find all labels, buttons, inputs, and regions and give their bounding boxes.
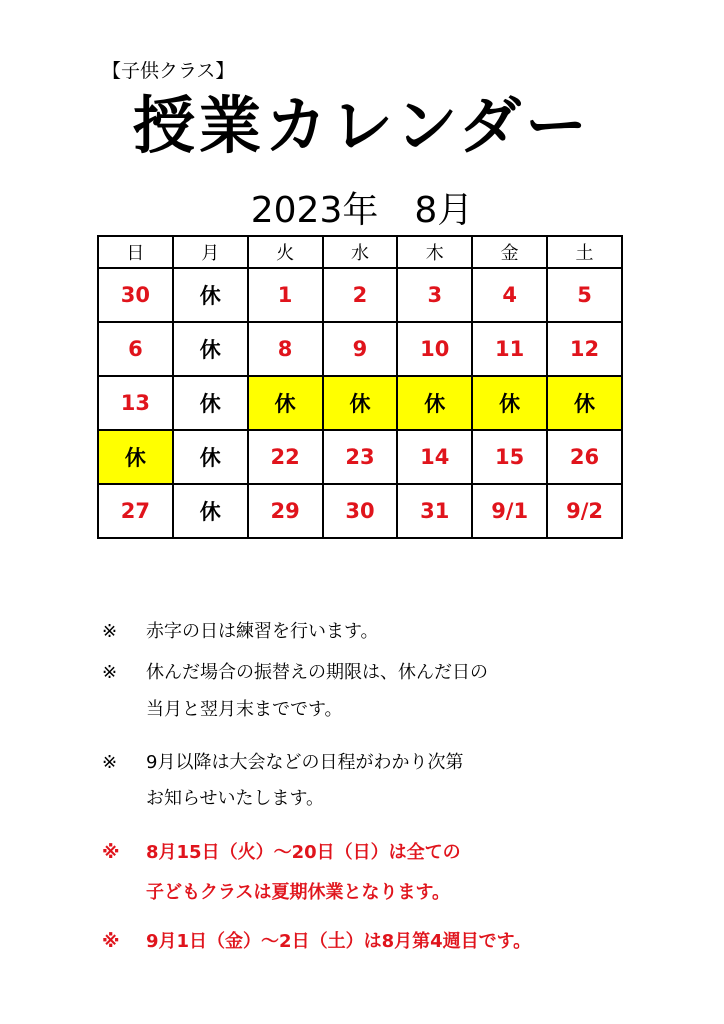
calendar-day-cell: 30 [323, 484, 398, 538]
calendar-day-cell: 3 [397, 268, 472, 322]
calendar-day-cell: 23 [323, 430, 398, 484]
calendar-day-cell: 31 [397, 484, 472, 538]
calendar-month: 2023年 8月 [250, 190, 474, 231]
weekday-sun: 日 [98, 236, 173, 268]
note-text: お知らせいたします。 [146, 788, 325, 809]
calendar-day-cell: 12 [547, 322, 622, 376]
calendar-day-cell: 10 [397, 322, 472, 376]
note-text: 休んだ場合の振替えの期限は、休んだ日の [146, 662, 488, 683]
note-text: 9月以降は大会などの日程がわかり次第 [146, 752, 464, 773]
calendar-week-row [98, 430, 622, 484]
weekday-tue: 火 [248, 236, 323, 268]
calendar-closed-cell: 休 [173, 430, 248, 484]
calendar-week-row [98, 268, 622, 322]
calendar-day-cell: 30 [98, 268, 173, 322]
note-mark: ※ [102, 752, 118, 773]
calendar-week-row [98, 484, 622, 538]
calendar-day-cell: 13 [98, 376, 173, 430]
weekday-fri: 金 [472, 236, 547, 268]
calendar-closed-cell: 休 [248, 376, 323, 430]
calendar-day-cell: 9 [323, 322, 398, 376]
calendar-closed-cell: 休 [323, 376, 398, 430]
page-title: 授業カレンダー [133, 89, 591, 162]
calendar-table [97, 235, 623, 539]
calendar-day-cell: 8 [248, 322, 323, 376]
calendar-body [98, 268, 622, 538]
calendar-day-cell: 11 [472, 322, 547, 376]
note-text: 子どもクラスは夏期休業となります。 [146, 882, 451, 903]
note-text: 9月1日（金）～2日（土）は8月第4週目です。 [146, 931, 532, 952]
calendar-closed-cell: 休 [547, 376, 622, 430]
page-subtitle: 【子供クラス】 [102, 60, 235, 82]
calendar-day-cell: 4 [472, 268, 547, 322]
calendar-day-cell: 2 [323, 268, 398, 322]
calendar-day-cell: 14 [397, 430, 472, 484]
weekday-wed: 水 [323, 236, 398, 268]
calendar-closed-cell: 休 [397, 376, 472, 430]
calendar-closed-cell: 休 [98, 430, 173, 484]
note-mark: ※ [102, 621, 118, 642]
note-text: 当月と翌月末までです。 [146, 699, 343, 720]
weekday-thu: 木 [397, 236, 472, 268]
calendar-day-cell: 26 [547, 430, 622, 484]
weekday-header-row [98, 236, 622, 268]
calendar-day-cell: 9/2 [547, 484, 622, 538]
note-mark: ※ [102, 662, 118, 683]
note-mark: ※ [102, 931, 120, 952]
calendar-closed-cell: 休 [173, 376, 248, 430]
note-mark: ※ [102, 842, 120, 863]
calendar-day-cell: 5 [547, 268, 622, 322]
calendar-day-cell: 22 [248, 430, 323, 484]
calendar-closed-cell: 休 [472, 376, 547, 430]
calendar-day-cell: 15 [472, 430, 547, 484]
calendar-day-cell: 27 [98, 484, 173, 538]
weekday-sat: 土 [547, 236, 622, 268]
calendar-closed-cell: 休 [173, 484, 248, 538]
weekday-mon: 月 [173, 236, 248, 268]
calendar-day-cell: 29 [248, 484, 323, 538]
calendar-day-cell: 1 [248, 268, 323, 322]
note-text: 8月15日（火）～20日（日）は全ての [146, 842, 461, 863]
calendar-closed-cell: 休 [173, 322, 248, 376]
calendar-day-cell: 6 [98, 322, 173, 376]
calendar-closed-cell: 休 [173, 268, 248, 322]
calendar-day-cell: 9/1 [472, 484, 547, 538]
calendar-week-row [98, 376, 622, 430]
note-text: 赤字の日は練習を行います。 [146, 621, 379, 642]
calendar-week-row [98, 322, 622, 376]
